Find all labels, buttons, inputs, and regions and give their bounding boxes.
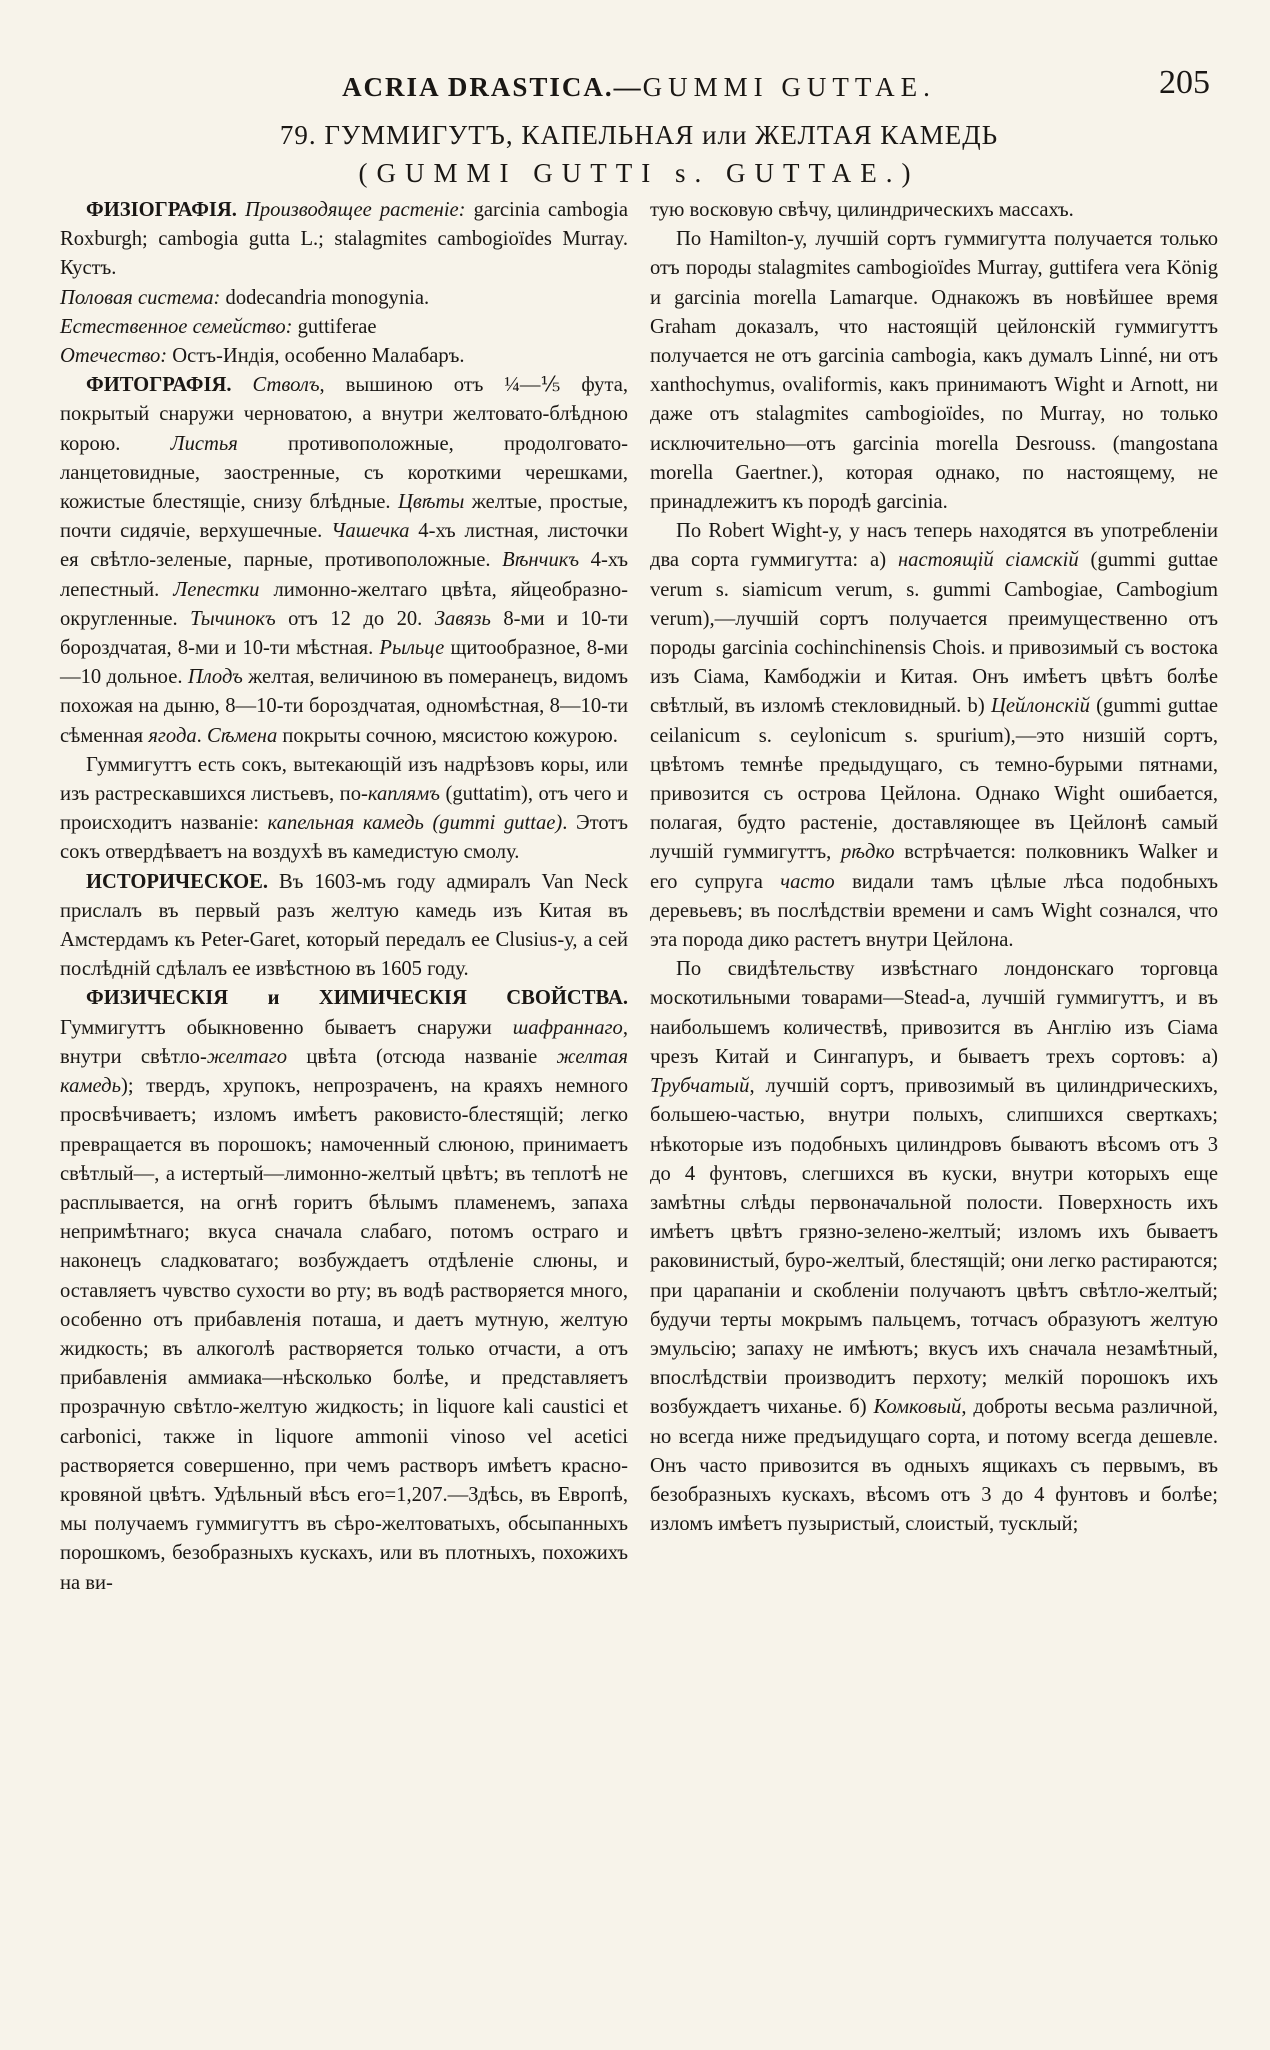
paragraph: По свидѣтельству извѣстнаго лондонскаго торговца москотильными товарами—Stead-а, лучшій гуммигуттъ, и въ наибольшемъ количествѣ, привозится въ Англію изъ Сіама чрезъ Китай и Сингапуръ, и бываетъ трехъ сортовъ: a) Трубчатый, лучшій сортъ, привозимый въ цилиндрическихъ, большею-частью, внутри полыхъ, слипшихся сверткахъ; нѣкоторые изъ подобныхъ цилиндровъ бываютъ вѣсомъ отъ 3 до 4 фунтовъ, слегшихся въ куски, внутри которыхъ еще замѣтны слѣды первоначальной полости. Поверхность ихъ имѣетъ цвѣтъ грязно-зелено-желтый; изломъ ихъ бываетъ раковинистый, буро-желтый, блестящій; они легко растираются; при царапаніи и скобленіи получаютъ цвѣтъ свѣтло-желтый; будучи терты мокрымъ пальцемъ, тотчасъ образуютъ желтую эмульсію; запаху не имѣютъ; вкусъ ихъ сначала незамѣтный, впослѣдствіи производитъ перхоту; мелкій порошокъ ихъ возбуждаетъ чиханье. б) Комковый, доброты весьма различной, но всегда ниже предъидущаго сорта, и потому всегда дешевле. Онъ часто привозится въ одныхъ ящикахъ съ первымъ, въ безобразныхъ кускахъ, вѣсомъ отъ 3 до 4 фунтовъ и болѣе; изломъ имѣетъ пузыристый, слоистый, тусклый; (650, 958, 1218, 1536)
paragraph: Естественное семейство: guttiferae (60, 315, 377, 338)
paragraph: ФИЗІОГРАФІЯ. Производящее растеніе: garcinia cambogia Roxburgh; cambogia gutta L.; stalagmites cambogioïdes Murray. Кустъ. (60, 199, 628, 280)
paragraph: Отечество: Остъ-Индія, особенно Малабаръ. (60, 345, 465, 368)
page-number: 205 (1159, 64, 1210, 101)
paragraph: Гуммигуттъ есть сокъ, вытекающій изъ надрѣзовъ коры, или изъ растрескавшихся листьевъ, по-каплямъ (guttatim), отъ чего и происходитъ названіе: капельная камедь (gummi guttae). Этотъ сокъ отвердѣваетъ на воздухѣ въ камедистую смолу. (60, 753, 629, 864)
article-title: 79. ГУММИГУТЪ, КАПЕЛЬНАЯ или ЖЕЛТАЯ КАМЕДЬ (279, 120, 999, 150)
paragraph: Половая система: dodecandria monogynia. (60, 286, 430, 309)
paragraph: По Hamilton-у, лучшій сортъ гуммигутта получается только отъ породы stalagmites cambogioïdes Murray, guttifera vera König и garcinia morella Lamarque. Однакожъ въ новѣйшее время Graham доказалъ, что настоящій цейлонскій гуммигуттъ получается не отъ garcinia cambogia, какъ думалъ Linné, ни отъ xanthochymus, ovaliformis, какъ принимаютъ Wight и Arnott, ни даже отъ stalagmites cambogioïdes, по Murray, но только исключительно—отъ garcinia morella Desrouss. (mangostana morella Gaertner.), которая однако, по настоящему, не принадлежитъ къ породѣ garcinia. (650, 228, 1218, 514)
running-title (60, 72, 1218, 103)
running-title-main: ACRIA DRASTICA.— (342, 72, 643, 102)
paragraph: ФИЗИЧЕСКІЯ и ХИМИЧЕСКІЯ СВОЙСТВА. Гуммигуттъ обыкновенно бываетъ снаружи шафраннаго, внутри свѣтло-желтаго цвѣта (отсюда названіе желтая камедь); твердъ, хрупокъ, непрозраченъ, на краяхъ немного просвѣчиваетъ; изломъ имѣетъ раковисто-блестящій; легко превращается въ порошокъ; намоченный слюною, принимаетъ свѣтлый—, а истертый—лимонно-желтый цвѣтъ; въ теплотѣ не расплывается, на огнѣ горитъ бѣлымъ пламенемъ, запаха непримѣтнаго; вкуса сначала слабаго, потомъ остраго и наконецъ сладковатаго; возбуждаетъ отдѣленіе слюны, и оставляетъ чувство сухости во рту; въ водѣ растворяется много, особенно отъ прибавленія поташа, и даетъ мутную, желтую жидкость; въ алкоголѣ растворяется только отчасти, а отъ прибавленія аммиака—нѣсколько болѣе, и представляетъ прозрачную свѣтло-желтую жидкость; in liquore kali caustici et carbonici, также in liquore ammonii vinoso vel acetici растворяется совершенно, при чемъ растворъ имѣетъ красно-кровяной цвѣтъ. Удѣльный вѣсъ его=1,207.—Здѣсь, въ Европѣ, мы получаемъ гуммигуттъ въ сѣро-желтоватыхъ, обсыпанныхъ порошкомъ, безобразныхъ кускахъ, или въ плотныхъ, похожихъ на ви- (60, 987, 628, 1594)
paragraph: ФИТОГРАФІЯ. Стволъ, вышиною отъ ¼—⅕ фута, покрытый снаружи черноватою, а внутри желтовато-блѣдною корою. Листья противоположные, продолговато-ланцетовидные, заостренные, съ короткими черешками, кожистые блестящіе, снизу блѣдные. Цвѣты желтые, простые, почти сидячіе, верхушечные. Чашечка 4-хъ листная, листочки ея свѣтло-зеленые, парные, противоположные. Вѣнчикъ 4-хъ лепестный. Лепестки лимонно-желтаго цвѣта, яйцеобразно-округленные. Тычинокъ отъ 12 до 20. Завязь 8-ми и 10-ти бороздчатая, 8-ми и 10-ти мѣстная. Рыльце щитообразное, 8-ми—10 дольное. Плодъ желтая, величиною въ померанецъ, видомъ похожая на дыню, 8—10-ти бороздчатая, одномѣстная, 8—10-ти сѣменная ягода. Сѣмена покрыты сочною, мясистою кожурою. (60, 374, 628, 747)
paragraph: тую восковую свѣчу, цилиндрическихъ массахъ. (650, 199, 1074, 221)
running-head (60, 64, 1218, 112)
paragraph: По Robert Wight-у, у насъ теперь находятся въ употребленіи два сорта гуммигутта: a) настоящій сіамскій (gummi guttae verum s. siamicum verum, s. gummi Cambogiae, Cambogium verum),—лучшій сортъ получается преимущественно отъ породы garcinia cochinchinensis Chois. и привозимый съ востока изъ Сіама, Камбоджіи и Китая. Онъ имѣетъ цвѣтъ болѣе свѣтлый, въ изломѣ стекловидный. b) Цейлонскій (gummi guttae ceilanicum s. ceylonicum s. spurium),—это низшій сортъ, цвѣтомъ темнѣе предыдущаго, съ темно-бурыми пятнами, привозится съ острова Цейлона. Однако Wight ошибается, полагая, будто растеніе, доставляющее въ Цейлонѣ самый лучшій гуммигуттъ, рѣдко встрѣчается: полковникъ Walker и его супруга часто видали тамъ цѣлые лѣса подобныхъ деревьевъ; въ послѣдствіи времени и самъ Wight сознался, что эта порода дико растетъ внутри Цейлона. (650, 520, 1219, 952)
article-subtitle: (GUMMI GUTTI s. GUTTAE.) (358, 158, 920, 188)
text-columns (60, 196, 1218, 1598)
running-title-tail: GUMMI GUTTAE. (642, 72, 936, 102)
right-column (650, 196, 1218, 1598)
left-column (60, 196, 628, 1598)
paragraph: ИСТОРИЧЕСКОЕ. Въ 1603-мъ году адмиралъ Van Neck прислалъ въ первый разъ желтую камедь изъ Китая въ Амстердамъ къ Peter-Garet, который передалъ ее Clusius-у, а сей послѣдній сдѣлалъ ее извѣстною въ 1605 году. (60, 870, 628, 981)
